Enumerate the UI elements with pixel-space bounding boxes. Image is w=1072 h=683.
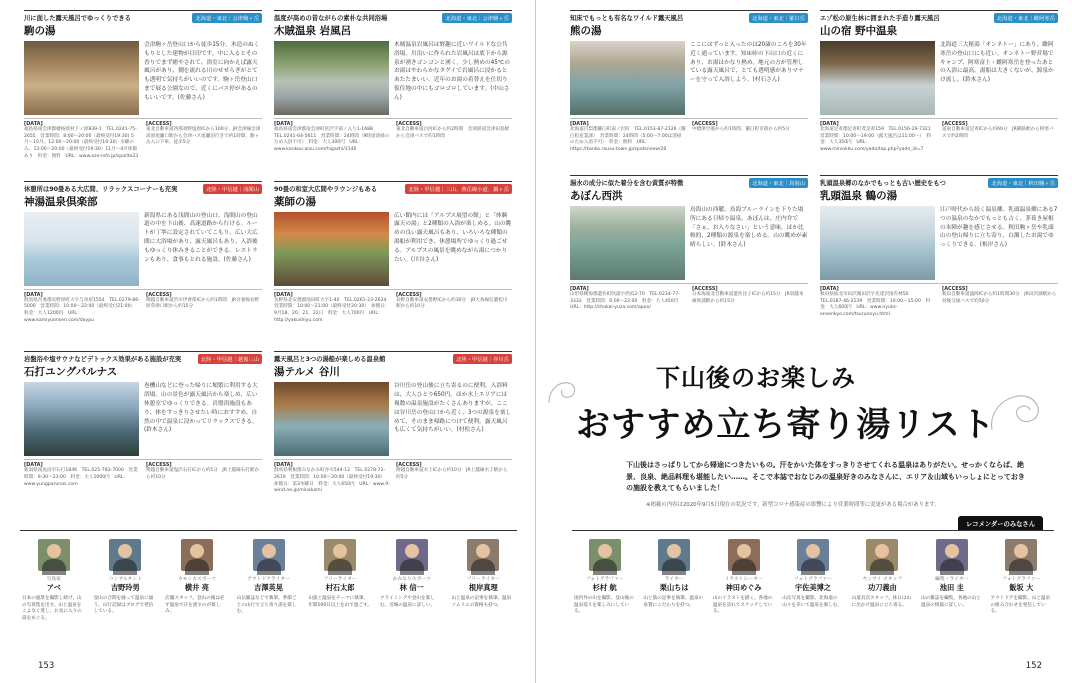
access-label: [ACCESS]: [146, 121, 172, 127]
spa-data: 北海道目梨郡羅臼町湯ノ沢町 TEL.0153-87-2126（羅臼町産業課） 営業時間：24時間（5:00〜7:00は清掃のため入浴不可） 料金：無料 URL：https://kanko.rausu-town.jp/spots/view/28: [570, 127, 686, 152]
spa-photo: [24, 382, 139, 456]
spa-photo: [24, 41, 139, 115]
recommender-role: フリーライター: [323, 577, 357, 582]
recommender-bio: 山岳写真を撮影。北海道の山々を歩いて温泉を楽しむ。: [782, 596, 842, 608]
spa-access: 関越自動車道渋川伊香保ICから約1時間 JR吾妻線長野原草津口駅から約15分: [146, 297, 260, 310]
recommender: [711, 539, 776, 648]
spa-region-badge: 北陸・甲信越｜浅間山: [203, 184, 262, 194]
page-number-left: 153: [38, 661, 55, 671]
avatar: [936, 539, 968, 571]
data-label: [DATA]: [274, 121, 293, 127]
data-label: [DATA]: [274, 462, 293, 469]
recommender: [235, 539, 303, 648]
spa-access: 秋田自動車道盛岡ICから約1時間30分 JR田沢湖駅から羽後交通バスで約50分: [942, 292, 1057, 304]
recommender-role: ヤンサイ スタッフ: [862, 577, 903, 582]
access-label: [ACCESS]: [942, 121, 968, 127]
spa-name: 山の宿 野中温泉: [820, 25, 898, 37]
spa-region-badge: 北海道・東北｜秋田駒ヶ岳: [988, 178, 1058, 188]
data-label: [DATA]: [820, 121, 839, 127]
spa-grid-left: [24, 10, 512, 522]
recommender-name: 飯坂 大: [1009, 583, 1034, 592]
recommender-bio: 山のイラストを描く。各地の温泉を訪れてスケッチしている。: [712, 596, 773, 615]
spa-access: 関越自動車道塩沢石打ICから約5分 JR上越線石打駅から約10分: [146, 468, 260, 480]
spa-card: [274, 351, 512, 522]
avatar: [1005, 539, 1037, 571]
recommender-name: 栗山ちは: [659, 583, 689, 592]
spa-access: 長野自動車道安曇野ICから約30分 JR大糸線信濃松川駅から約10分: [396, 297, 508, 310]
recommender-bio: アウトドアを撮影。山と温泉の組み合わせを発信している。: [990, 596, 1051, 615]
spa-description: 新潟県にある浅間山の登山口。浅間山の登山道の中を下山後、高速道路から行ける。ルートが丁寧に設定されていてこもり。広い大広間に大浴場があり、露天風呂もあり、入浴後もゆっくり休みきることができる。レストランもあり、食事もとれる施設。(佐藤さん): [144, 212, 258, 263]
recommender: [780, 539, 845, 648]
recommender-role: コンサルタント: [108, 577, 142, 582]
spa-description: 鳥海山の西麓、鳥海ブルーラインを下りた場所にある日帰り温泉。あぼんは、庄内弁で「さぁ、お入りなさい」という意味。ほか比較的、2種類の源泉を楽しめる。山の眺めが素晴らしい。(鈴木さん): [690, 207, 808, 249]
spa-data: 群馬県利根郡みなかみ町谷川544-12 TEL.0278-72-2619 営業時間：10:00〜20:00（最終受付19:30） 休館日：第3木曜日 料金：大人650円 URL：www.9-wind.ne.jp/minakami: [274, 468, 390, 494]
recommender-name: 吉澤英晃: [254, 583, 283, 592]
recommender: [378, 539, 446, 648]
recommender: [572, 539, 637, 648]
spa-description: 広い館内には「アルプス展望の館」と「体験露天の湯」と2種類の入浴が楽しめる。山の眺めの良い露天風呂もあり、いろいろな種類の湯船が利用でき、休憩場所でゆっくり過ごせる。アルプスの風景を眺めながら湯につかりたい。(川谷さん): [394, 212, 512, 263]
spa-tagline: 川に面した露天風呂でゆっくりできる: [24, 15, 131, 22]
spa-region-badge: 北陸・甲信越｜谷川岳: [453, 354, 512, 364]
recommender-role: イラストレーター: [724, 577, 763, 582]
recommender-bio: 山の雑誌を編集。各地の山と温泉の情報に詳しい。: [921, 596, 981, 608]
spa-data: 福島県南会津郡南会津町宮沢字湯ノ入り1-1688 TEL.0241-64-5611 営業時間：24時間（9時頃清掃のため入浴不可） 料金：大人300円 URL：www.kankou-aizu.com/higashi/3146: [274, 127, 390, 152]
spa-card: [24, 181, 262, 352]
spa-region-badge: 北海道・東北｜会津駒ヶ岳: [192, 13, 262, 23]
spa-region-badge: 北海道・東北｜鳥海山: [749, 178, 808, 188]
avatar: [181, 539, 213, 571]
spa-photo: [570, 206, 685, 280]
recommender-name: 杉村 航: [592, 583, 617, 592]
feature-note: ※掲載の内容は2020年9月5日現在の状況です。新型コロナ感染症の影響により営業時間等に変更がある場合があります。: [646, 501, 940, 508]
spa-card: [820, 10, 1058, 175]
recommender-role: ライター: [664, 577, 684, 582]
recommender: [989, 539, 1054, 648]
avatar: [658, 539, 690, 571]
spa-tagline: 湯水の成分に似た着分を含む黄質が特徴: [570, 180, 684, 187]
spa-card: [274, 181, 512, 352]
access-label: [ACCESS]: [396, 462, 422, 469]
recommender-role: かみなりスポーツ: [392, 577, 431, 582]
recommender-role: アウトドアライター: [247, 577, 290, 582]
recommender-name: 功刀義由: [868, 583, 897, 592]
spa-data: 秋田県仙北市田沢湖田沢字先達沢国有林50 TEL.0187-46-2139 営業時間：10:00〜15:00 料金：大人600円 URL：www.nyuto-onsenkyo.com/tsurunoyu.html: [820, 292, 931, 317]
spa-tagline: 乳頭温泉郷のなかでもっとも古い歴史をもつ: [820, 180, 946, 187]
spa-access: 日本海東北自動車道遊佐比子ICから約15分 JR羽越本線吹浦駅から約15分: [692, 292, 804, 304]
spa-card: [24, 10, 262, 181]
data-label: [DATA]: [570, 121, 589, 127]
avatar: [866, 539, 898, 571]
spa-photo: [820, 206, 935, 280]
recommender: [20, 539, 88, 648]
spa-access: 東北自動車道西那須野塩原ICから100分、JR会津線会津高原尾瀬口駅から会津バス尾瀬沼行きで約1時間、駒ヶ岳入口下車、徒歩5分: [146, 127, 261, 146]
recommender-bio: 山岳雑誌などで執筆。季節ごとの山行で立ち寄り湯を楽しむ。: [236, 596, 297, 615]
data-label: [DATA]: [274, 291, 293, 298]
access-label: [ACCESS]: [396, 121, 422, 127]
recommender-bio: クライミングや登山を楽しむ。近場の温泉に詳しい。: [379, 596, 436, 608]
feature-title-block: [576, 358, 1036, 508]
spa-data: 山形県飽海郡遊佐町吹浦字西浜2-70 TEL.0234-77-3333 営業時間：6:00〜22:00 料金：大人450円 URL：http://chokai-yuza.com/apon/: [570, 292, 683, 311]
spa-description: ここにはずっと入ったのは20歳のころを30年近く通っています。知床峠の下山口の近くにあり、お湯はかなり熱め。地元の方が管理している露天風呂で、とても透明感がありマナーを守って入浴しよう。(村石さん): [690, 42, 807, 84]
recommender-bio: 日本の風景を撮影し続け、山の写真集を出す。山と温泉をこよなく愛し、お気に入りの湯をめぐる。: [22, 596, 82, 621]
recommender-bio: 山道具店スタッフ。休日は山に出かけ温泉に立ち寄る。: [851, 596, 912, 608]
spa-data: 新潟県南魚沼市石打1846 TEL.025-783-7000 営業時間：9:30〜23:00 料金：大人1000円 URL：www.yungparunas.com: [24, 468, 138, 487]
recommender: [850, 539, 915, 648]
avatar: [396, 539, 428, 571]
spa-card: [24, 351, 262, 522]
spa-photo: [820, 41, 935, 115]
recommender: [163, 539, 231, 648]
access-label: [ACCESS]: [942, 286, 968, 292]
access-label: [ACCESS]: [692, 286, 718, 292]
avatar: [728, 539, 760, 571]
spa-data: 群馬県吾妻郡長野原町大字与喜屋1554 TEL.0279-86-5000 営業時間：10:00〜22:00（最終受付21:00） 料金：大人1200円 URL：www.kamiyuonsen.com/daypu: [24, 297, 140, 323]
spa-photo: [274, 382, 389, 456]
access-label: [ACCESS]: [692, 121, 718, 127]
feature-lead-text: 下山後はさっぱりしてから帰途につきたいもの。汗をかいた体をすっきりさせてくれる温泉はありがたい。せっかくならば、絶景、良泉、絶品料理も堪能したい……。そこで本誌でおなじみの温泉好きのみなさんに、エリア＆山域もいっしょにとっておきの施設を教えてもらいました！: [626, 461, 1025, 493]
spa-data: 北海道足寄郡足寄町茂足寄159 TEL.0156-29-7321 営業時間：10:00〜19:00（露天風呂は11:00〜） 料金：大人350円 URL：www.miniokku.com/yado/top.php?yado_id=7: [820, 127, 936, 152]
spa-photo: [570, 41, 685, 115]
recommender: [306, 539, 374, 648]
spa-description: 木賊温泉岩風呂は野趣に近いワイルドな公共浴場。川沿いに作られた岩風呂は底下から源泉が湧きゴンゴンと湧く。少し熱めの45℃のお湯はやわらかなタグイで岩風呂に浸かるとあたたまいい。近年のお湯の着替えを仕切り仮住地の中にもゴロゴロしています。(中山さん): [394, 42, 510, 101]
spa-region-badge: 北海道・東北｜羅臼岳: [749, 13, 808, 23]
avatar: [38, 539, 70, 571]
recommender-role: フォトグラファー: [585, 577, 624, 582]
data-label: [DATA]: [570, 286, 589, 292]
recommender-role: 写真家: [46, 577, 61, 582]
spa-name: 神湯温泉倶楽部: [24, 195, 98, 208]
avatar: [797, 539, 829, 571]
feature-subtitle: 下山後のお楽しみ: [656, 364, 856, 392]
recommender-role: カモシカスポーツ: [177, 577, 217, 582]
recommender: [92, 539, 160, 648]
spa-card: [570, 10, 808, 175]
spa-region-badge: 北陸・甲信越｜越後三山: [198, 354, 262, 364]
spa-region-badge: 北海道・東北｜会津駒ヶ岳: [442, 13, 512, 23]
feature-main-title: おすすめ立ち寄り湯リスト: [576, 405, 996, 445]
recommender-name: 横井 亮: [184, 583, 209, 592]
recommenders-badge: レコメンダーのみなさん: [958, 516, 1043, 531]
spa-data: 長野県北安曇郡池田町大字1-40 TEL.0261-23-2624 営業時間：10:00〜21:00（最終受付20:30） 休館日：9月18、20、21、22日 料金：大人700円 URL：http://yakushiyu.com: [274, 297, 392, 323]
recommender-bio: 山と温泉の記事を執筆。温泉ソムリエの資格も持つ。: [451, 596, 512, 608]
avatar: [253, 539, 285, 571]
recommender-bio: 登山の合間を縫って温泉に通う。山行記録はブログで発信している。: [93, 596, 154, 615]
spa-access: 中標津空港から約1時間、羅臼町市街から約5分: [692, 127, 790, 132]
avatar: [467, 539, 499, 571]
recommender-bio: 山と旅の記事を執筆。温泉の泉質にこだわりを持つ。: [643, 596, 704, 608]
spa-description: 江戸時代から続く温泉郷。乳頭温泉郷にある7つの温泉のなかでもっとも古く、茅葺き屋根の本陣が趣を感じさせる。秋田駒ヶ岳や乳頭山の登山帰りに立ち寄り、白濁したお湯でゆっくりできる。(根岸さん): [940, 207, 1058, 249]
recommender-name: 林 信一: [399, 583, 424, 592]
recommender-bio: 国内外の山を撮影。登山後の温泉巡りを楽しみにしている。: [574, 596, 634, 615]
spa-tagline: エゾ松の原生林に囲まれた手造り露天風呂: [820, 15, 940, 22]
spa-photo: [274, 41, 389, 115]
spa-description: 巻機山などに登った帰りに頻繁に利用する大浴場。山の景色が露天風呂から楽しめ、広い休憩室でゆっくりできる。岩盤浴施設もあり、体をすっきりさせたい時におすすめ。自然の中で温泉に浸かってリラックスできる。(鈴木さん): [144, 383, 258, 434]
avatar: [589, 539, 621, 571]
spa-access: 関越自動車道水上ICから約10分 JR上越線水上駅から約5分: [396, 468, 508, 480]
spa-tagline: 岩盤浴や塩サウナなどデトックス効果がある施設が充実: [24, 356, 182, 364]
recommender: [449, 539, 517, 648]
recommender-role: 編集・ライター: [935, 577, 969, 582]
recommender-bio: 店舗スタッフ。登山の後は必ず温泉で汗を流すのが楽しみ。: [165, 596, 225, 615]
spa-name: 石打ユングパルナス: [24, 366, 118, 379]
data-label: [DATA]: [24, 121, 43, 127]
spa-access: 東北自動車道白河ICから約2時間 会津鉄道会津田島駅から会津バスで約1時間: [396, 127, 510, 139]
recommender-role: フリーライター: [466, 577, 500, 582]
recommender-name: 村石太郎: [325, 583, 355, 592]
spa-photo: [24, 212, 139, 286]
spa-region-badge: 北海道・東北｜雌阿寒岳: [994, 13, 1058, 23]
spa-name: 湯テルメ 谷川: [274, 366, 340, 379]
recommender: [641, 539, 706, 648]
recommender-name: アベ: [46, 583, 61, 592]
recommenders-left: [20, 530, 517, 648]
spa-name: あぼん西洪: [570, 190, 623, 202]
recommender-name: 根岸真理: [468, 583, 498, 592]
recommender-role: フォトグラファー: [794, 577, 832, 582]
recommender-name: 宇佐美博之: [795, 583, 831, 592]
data-label: [DATA]: [24, 291, 43, 298]
spa-name: 熊の湯: [570, 25, 602, 37]
spa-tagline: 知床でもっとも有名なワイルド露天風呂: [570, 15, 684, 22]
spa-tagline: 休憩所は90畳ある大広間、リラックスコーナーも充実: [24, 185, 178, 193]
spa-data: 福島県南会津郡檜枝岐村下ノ原839-1 TEL.0241-75-2655 営業時間：8:00〜20:00（最終受付19:30) 5月〜10月、12:00〜20:00（最終受付19:30）水曜のみ、13:00〜20:00（最終受付19:30）11月〜4月休館あり 料金：無料 URL：www.oze-info.jp/spa/ito23: [24, 127, 139, 159]
data-label: [DATA]: [24, 462, 43, 469]
spa-access: 道東自動車道足寄ICから約60分 JR釧路駅から阿寒バスで約2時間: [942, 127, 1054, 139]
access-label: [ACCESS]: [146, 291, 172, 298]
recommender-role: フォトグラファー: [1002, 577, 1041, 582]
spa-card: [820, 175, 1058, 340]
spa-tagline: 温度が高めの昔ながらの素朴な共同浴場: [274, 15, 388, 22]
data-label: [DATA]: [820, 286, 839, 292]
spa-tagline: 90畳の和室大広間やラウンジもある: [274, 185, 378, 193]
recommender-name: 吉野玲男: [110, 583, 140, 592]
access-label: [ACCESS]: [396, 291, 422, 298]
avatar: [109, 539, 141, 571]
right-page: [536, 0, 1072, 683]
spa-name: 薬師の湯: [274, 195, 316, 208]
access-label: [ACCESS]: [146, 462, 172, 469]
recommender-name: 神田めぐみ: [725, 583, 762, 592]
spa-tagline: 露天風呂と3つの湯船が楽しめる温泉館: [274, 356, 386, 364]
spa-name: 木賊温泉 岩風呂: [274, 25, 352, 37]
spa-description: 北海道三大秘湯「オンネトー」にあり、雌阿寒岳の登山口にも近い。オンネトー野営場でキャンプ、阿寒富士・雌阿寒岳を登ったあとの入浴に最高。湯船は大きくないが、源泉かけ流し。(鈴木さん): [940, 42, 1054, 84]
page-number-right: 152: [1025, 661, 1042, 671]
recommender-bio: 山旅と温泉をテーマに執筆。年間100日以上を山で過ごす。: [308, 596, 372, 608]
spa-card: [274, 10, 512, 181]
spa-photo: [274, 212, 389, 286]
recommender: [919, 539, 984, 648]
spa-name: 乳頭温泉 鶴の湯: [820, 190, 898, 202]
spa-description: 谷川岳の登山後に立ち寄るのに便利。入浴料は、大人ひとり650円。ほか水上エリアには複数の温泉施設がたくさんありますが、ここは谷川岳の登山口から近く、3つの源泉を楽しめて、そのまま帰路につけて便利。露天風呂も広くて気持ちがいい。(村松さん): [394, 383, 512, 434]
recommenders-right: [572, 530, 1054, 648]
spa-card: [570, 175, 808, 340]
spa-name: 駒の湯: [24, 25, 56, 37]
recommender-name: 池田 圭: [939, 583, 964, 592]
spa-region-badge: 北陸・甲信越｜三山、燕岳線小道、鍋ヶ岳: [405, 184, 512, 194]
avatar: [324, 539, 356, 571]
spa-description: 会津駒ヶ岳登山口から徒歩15分。木造のぬくもりとした建物が目印です。中に入るとその香りでまず癒やされて、浴室に向かえば露天風呂があり、側を流れる川のせせらぎがとても透明で気持ちがいいのです。駒ヶ岳登山口まで展る公園なので、近くにバス停があるのもいいです。(佐藤さん): [144, 42, 260, 101]
